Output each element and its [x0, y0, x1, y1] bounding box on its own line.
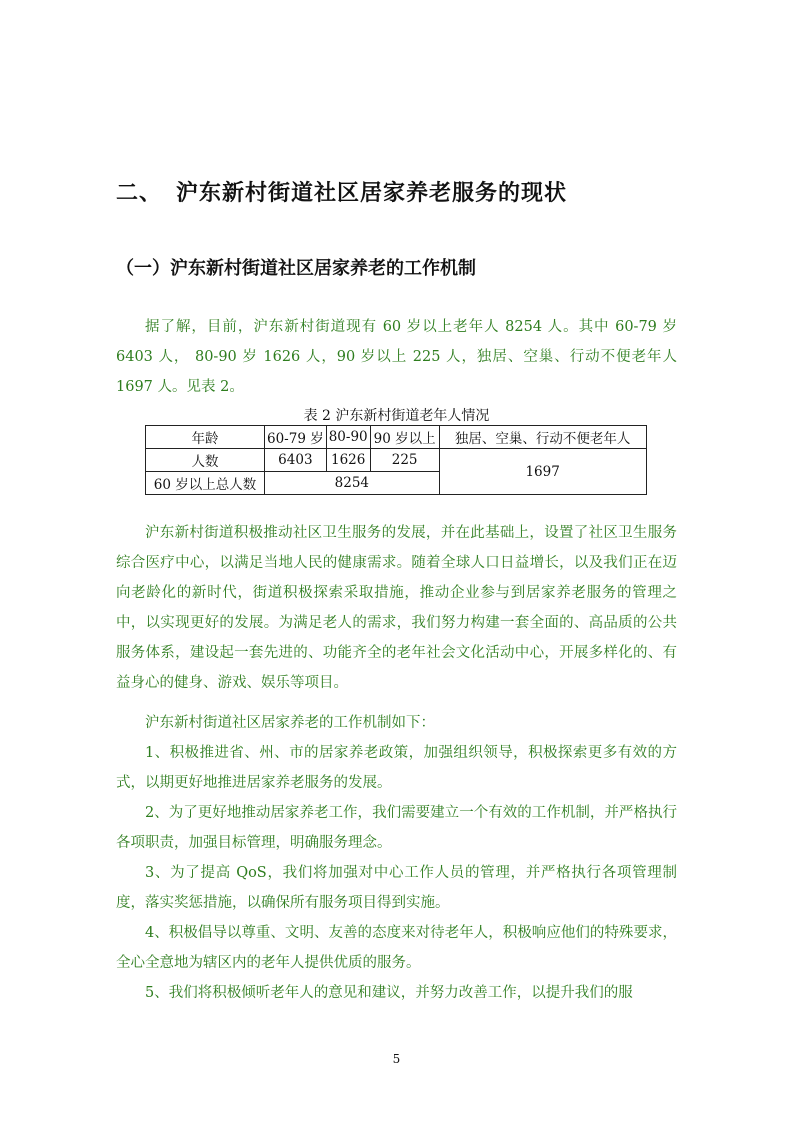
cell-count-solitary: 1697 [439, 449, 646, 495]
section-title: 沪东新村街道社区居家养老服务的现状 [176, 181, 568, 206]
table-row [146, 449, 647, 472]
elderly-stats-table [145, 425, 647, 495]
mechanism-item: 3、为了提高 QoS，我们将加强对中心工作人员的管理，并严格执行各项管理制度，落实奖惩措施，以确保所有服务项目得到实施。 [116, 865, 677, 911]
table-header-row [146, 426, 647, 449]
body-paragraph: 沪东新村街道积极推动社区卫生服务的发展，并在此基础上，设置了社区卫生服务综合医疗中心，以满足当地人民的健康需求。随着全球人口日益增长，以及我们正在迈向老龄化的新时代，街道积极探索采取措施，推动企业参与到居家养老服务的管理之中，以实现更好的发展。为满足老人的需求，我们努力构建一套全面的、高品质的公共服务体系，建设起一套先进的、功能齐全的老年社会文化活动中心，开展多样化的、有益身心的健身、游戏、娱乐等项目。 [116, 525, 677, 691]
section-number: 二、 [116, 181, 163, 206]
page-number: 5 [392, 1052, 401, 1066]
header-cell-90-plus: 90 岁以上 [370, 426, 439, 449]
table-caption: 表 2 沪东新村街道老年人情况 [303, 408, 490, 424]
mechanism-item: 5、我们将积极倾听老年人的意见和建议，并努力改善工作，以提升我们的服 [145, 985, 633, 1001]
header-cell-80-90: 80-90 [326, 426, 370, 449]
cell-count-80-90: 1626 [326, 449, 370, 472]
row-label-total: 60 岁以上总人数 [146, 472, 265, 495]
mechanism-intro: 沪东新村街道社区居家养老的工作机制如下： [145, 715, 435, 731]
header-cell-solitary: 独居、空巢、行动不便老年人 [439, 426, 646, 449]
cell-count-60-79: 6403 [265, 449, 327, 472]
cell-total-count: 8254 [265, 472, 440, 495]
subsection-title: 沪东新村街道社区居家养老的工作机制 [170, 258, 476, 279]
cell-count-90-plus: 225 [370, 449, 439, 472]
mechanism-item: 2、为了更好地推动居家养老工作，我们需要建立一个有效的工作机制，并严格执行各项职责，加强目标管理，明确服务理念。 [116, 805, 677, 851]
row-label-count: 人数 [146, 449, 265, 472]
header-cell-60-79: 60-79 岁 [265, 426, 327, 449]
mechanism-item: 1、积极推进省、州、市的居家养老政策，加强组织领导，积极探索更多有效的方式，以期更好地推进居家养老服务的发展。 [116, 745, 677, 791]
subsection-number: （一） [116, 258, 170, 279]
intro-paragraph: 据了解，目前，沪东新村街道现有 60 岁以上老年人 8254 人。其中 60-79 岁 6403 人， 80-90 岁 1626 人，90 岁以上 225 人，独居、空巢、行动不便老年人 1697 人。见表 2。 [116, 319, 677, 395]
mechanism-item: 4、积极倡导以尊重、文明、友善的态度来对待老年人，积极响应他们的特殊要求，全心全意地为辖区内的老年人提供优质的服务。 [116, 925, 677, 971]
header-cell-age: 年龄 [146, 426, 265, 449]
section-heading [116, 176, 716, 207]
subsection-heading [116, 254, 716, 280]
